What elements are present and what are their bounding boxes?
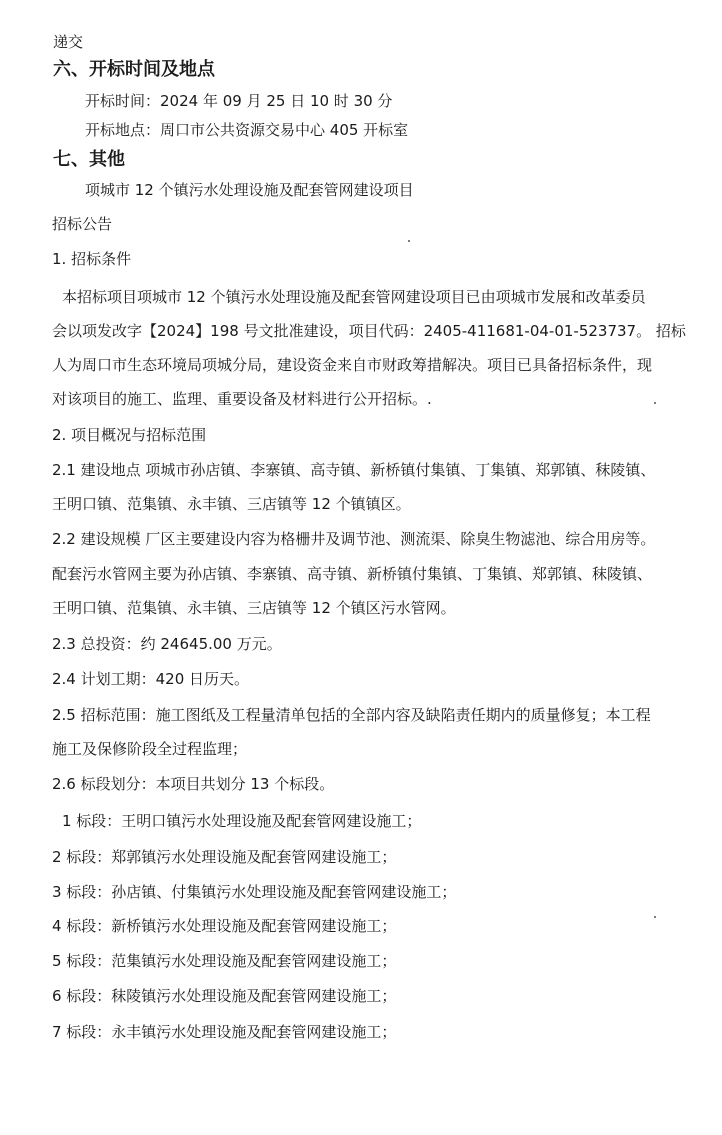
section-heading: 六、开标时间及地点 [53,59,215,80]
text-line: 2.2 建设规模 厂区主要建设内容为格栅井及调节池、测流渠、除臭生物滤池、综合用房等。 [52,530,656,548]
text-line: 招标公告 [52,215,113,233]
text-line: 对该项目的施工、监理、重要设备及材料进行公开招标。. [52,390,432,408]
text-line: 2.3 总投资：约 24645.00 万元。 [52,635,282,653]
text-line: 开标时间：2024 年 09 月 25 日 10 时 30 分 [85,92,393,110]
scan-speck [654,916,656,918]
text-line: 3 标段：孙店镇、付集镇污水处理设施及配套管网建设施工； [52,883,457,901]
text-line: 2.1 建设地点 项城市孙店镇、李寨镇、高寺镇、新桥镇付集镇、丁集镇、郑郭镇、秣陵镇、 [52,461,656,479]
text-line: 开标地点：周口市公共资源交易中心 405 开标室 [85,121,409,139]
section-heading: 七、其他 [53,149,125,170]
text-line: 1. 招标条件 [52,250,132,268]
text-line: 6 标段：秣陵镇污水处理设施及配套管网建设施工； [52,987,397,1005]
text-line: 配套污水管网主要为孙店镇、李寨镇、高寺镇、新桥镇付集镇、丁集镇、郑郭镇、秣陵镇、 [52,565,653,583]
text-line: 会以项发改字【2024】198 号文批准建设，项目代码：2405-411681-04-01-523737。 招标 [52,322,686,340]
text-line: 王明口镇、范集镇、永丰镇、三店镇等 12 个镇镇区。 [52,495,411,513]
scan-speck [408,240,410,242]
text-line: 2. 项目概况与招标范围 [52,426,207,444]
text-line: 王明口镇、范集镇、永丰镇、三店镇等 12 个镇区污水管网。 [52,599,456,617]
text-line: 2.6 标段划分：本项目共划分 13 个标段。 [52,775,335,793]
text-line: 2.4 计划工期：420 日历天。 [52,670,250,688]
text-line: 施工及保修阶段全过程监理； [52,740,248,758]
text-line: 7 标段：永丰镇污水处理设施及配套管网建设施工； [52,1023,397,1041]
scan-speck [654,402,656,404]
text-line: 4 标段：新桥镇污水处理设施及配套管网建设施工； [52,917,397,935]
text-line: 项城市 12 个镇污水处理设施及配套管网建设项目 [85,181,414,199]
text-line: 递交 [53,33,84,51]
text-line: 2.5 招标范围：施工图纸及工程量清单包括的全部内容及缺陷责任期内的质量修复；本工程 [52,706,651,724]
text-line: 5 标段：范集镇污水处理设施及配套管网建设施工； [52,952,397,970]
text-line: 人为周口市生态环境局项城分局，建设资金来自市财政筹措解决。项目已具备招标条件，现 [52,356,653,374]
text-line: 1 标段：王明口镇污水处理设施及配套管网建设施工； [62,812,422,830]
text-line: 2 标段：郑郭镇污水处理设施及配套管网建设施工； [52,848,397,866]
text-line: 本招标项目项城市 12 个镇污水处理设施及配套管网建设项目已由项城市发展和改革委员 [62,288,646,306]
